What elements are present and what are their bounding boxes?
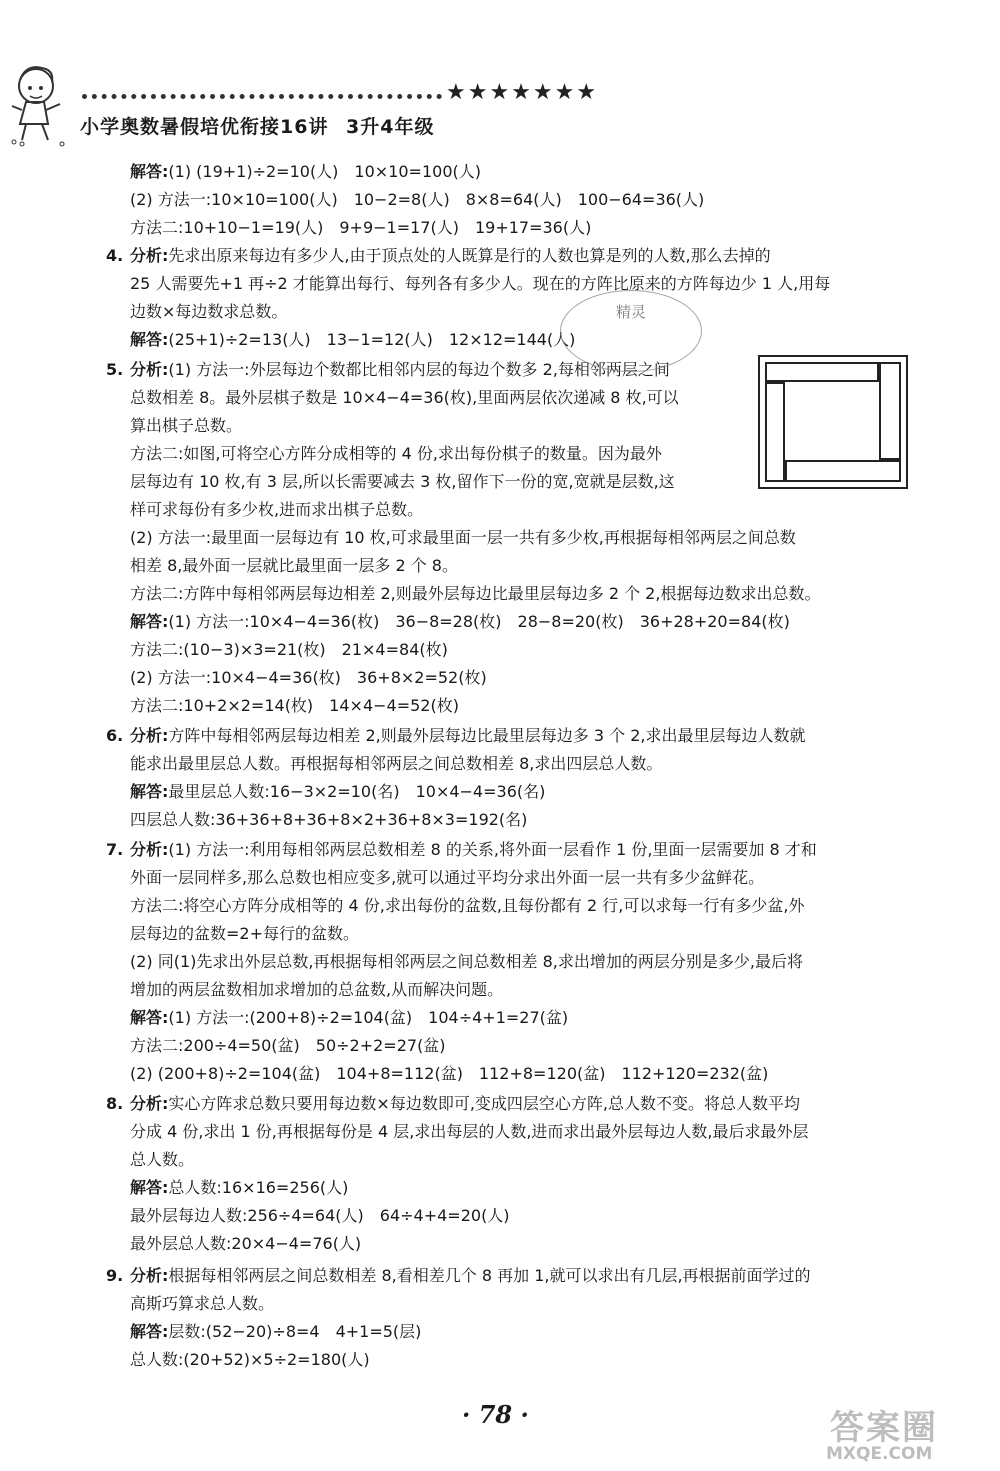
header-stars: ★★★★★★★ (446, 80, 599, 105)
text-line: 分析:方阵中每相邻两层每边相差 2,则最外层每边比最里层每边多 3 个 2,求出最里层每边人数就 (130, 726, 806, 745)
text-line: 分析:(1) 方法一:利用每相邻两层总数相差 8 的关系,将外面一层看作 1 份,里面一层需要加 8 才和 (130, 840, 817, 859)
text-line: (2) 方法一:10×4−4=36(枚) 36+8×2=52(枚) (130, 668, 487, 687)
text-line: 解答:(1) 方法一:10×4−4=36(枚) 36−8=28(枚) 28−8=20(枚) 36+28+20=84(枚) (130, 612, 790, 631)
book-grade: 3升4年级 (346, 116, 435, 138)
problem-number: 7. (106, 840, 124, 859)
text-line: 分析:根据每相邻两层之间总数相差 8,看相差几个 8 再加 1,就可以求出有几层,再根据前面学过的 (130, 1266, 811, 1285)
text-line: 方法二:200÷4=50(盆) 50÷2+2=27(盆) (130, 1036, 446, 1055)
text-line: 算出棋子总数。 (130, 416, 243, 435)
text-line: 解答:(1) (19+1)÷2=10(人) 10×10=100(人) (130, 162, 481, 181)
watermark-logo (810, 1400, 990, 1464)
page-number: · 78 · (462, 1400, 529, 1429)
text-line: 能求出最里层总人数。再根据每相邻两层之间总数相差 8,求出四层总人数。 (130, 754, 663, 773)
book-title: 小学奥数暑假培优衔接16讲 (80, 116, 329, 138)
text-line: 方法二:10+10−1=19(人) 9+9−1=17(人) 19+17=36(人) (130, 218, 592, 237)
text-line: 层每边有 10 枚,有 3 层,所以长需要减去 3 枚,留作下一份的宽,宽就是层数,这 (130, 472, 675, 491)
text-line: (2) 方法一:10×10=100(人) 10−2=8(人) 8×8=64(人) 100−64=36(人) (130, 190, 705, 209)
text-line: 外面一层同样多,那么总数也相应变多,就可以通过平均分求出外面一层一共有多少盆鲜花。 (130, 868, 765, 887)
text-line: 分析:(1) 方法一:外层每边个数都比相邻内层的每边个数多 2,每相邻两层之间 (130, 360, 670, 379)
watermark-text: 答案圈 (830, 1408, 938, 1448)
text-line: 25 人需要先+1 再÷2 才能算出每行、每列各有多少人。现在的方阵比原来的方阵每边少 1 人,用每 (130, 274, 831, 293)
watermark-url: MXQE.COM (826, 1444, 933, 1464)
text-line: 方法二:10+2×2=14(枚) 14×4−4=52(枚) (130, 696, 459, 715)
problem-number: 6. (106, 726, 124, 745)
text-line: (2) 同(1)先求出外层总数,再根据每相邻两层之间总数相差 8,求出增加的两层分别是多少,最后将 (130, 952, 803, 971)
text-line: 解答:总人数:16×16=256(人) (130, 1178, 349, 1197)
hollow-square-diagram (758, 355, 908, 489)
text-line: 解答:(1) 方法一:(200+8)÷2=104(盆) 104÷4+1=27(盆) (130, 1008, 569, 1027)
text-line: 样可求每份有多少枚,进而求出棋子总数。 (130, 500, 424, 519)
text-line: 分析:实心方阵求总数只要用每边数×每边数即可,变成四层空心方阵,总人数不变。将总人数平均 (130, 1094, 800, 1113)
text-line: 方法二:(10−3)×3=21(枚) 21×4=84(枚) (130, 640, 448, 659)
text-line: 四层总人数:36+36+8+36+8×2+36+8×3=192(名) (130, 810, 528, 829)
text-line: 边数×每边数求总数。 (130, 302, 288, 321)
text-line: 方法二:方阵中每相邻两层每边相差 2,则最外层每边比最里层每边多 2 个 2,根据每边数求出总数。 (130, 584, 821, 603)
text-line: 方法二:如图,可将空心方阵分成相等的 4 份,求出每份棋子的数量。因为最外 (130, 444, 662, 463)
text-line: (2) 方法一:最里面一层每边有 10 枚,可求最里面一层一共有多少枚,再根据每相邻两层之间总数 (130, 528, 796, 547)
text-line: 解答:层数:(52−20)÷8=4 4+1=5(层) (130, 1322, 422, 1341)
stamp-mark (560, 290, 702, 372)
text-line: 方法二:将空心方阵分成相等的 4 份,求出每份的盆数,且每份都有 2 行,可以求每一行有多少盆,外 (130, 896, 805, 915)
problem-number: 5. (106, 360, 124, 379)
text-line: (2) (200+8)÷2=104(盆) 104+8=112(盆) 112+8=120(盆) 112+120=232(盆) (130, 1064, 769, 1083)
text-line: 总人数:(20+52)×5÷2=180(人) (130, 1350, 370, 1369)
text-line: 最外层每边人数:256÷4=64(人) 64÷4+4=20(人) (130, 1206, 510, 1225)
text-line: 最外层总人数:20×4−4=76(人) (130, 1234, 362, 1253)
text-line: 层每边的盆数=2+每行的盆数。 (130, 924, 359, 943)
problem-number: 9. (106, 1266, 124, 1285)
text-line: 相差 8,最外面一层就比最里面一层多 2 个 8。 (130, 556, 458, 575)
text-line: 总数相差 8。最外层棋子数是 10×4−4=36(枚),里面两层依次递减 8 枚,可以 (130, 388, 679, 407)
problem-number: 4. (106, 246, 124, 265)
text-line: 增加的两层盆数相加求增加的总盆数,从而解决问题。 (130, 980, 504, 999)
text-line: 解答:最里层总人数:16−3×2=10(名) 10×4−4=36(名) (130, 782, 546, 801)
text-line: 分成 4 份,求出 1 份,再根据每份是 4 层,求出每层的人数,进而求出最外层每边人数,最后求最外层 (130, 1122, 809, 1141)
problem-number: 8. (106, 1094, 124, 1113)
text-line: 高斯巧算求总人数。 (130, 1294, 275, 1313)
text-line: 总人数。 (130, 1150, 195, 1169)
text-line: 分析:先求出原来每边有多少人,由于顶点处的人既算是行的人数也算是列的人数,那么去掉的 (130, 246, 771, 265)
text-line: 解答:(25+1)÷2=13(人) 13−1=12(人) 12×12=144(人) (130, 330, 576, 349)
stamp-text: 精灵 (615, 303, 646, 321)
